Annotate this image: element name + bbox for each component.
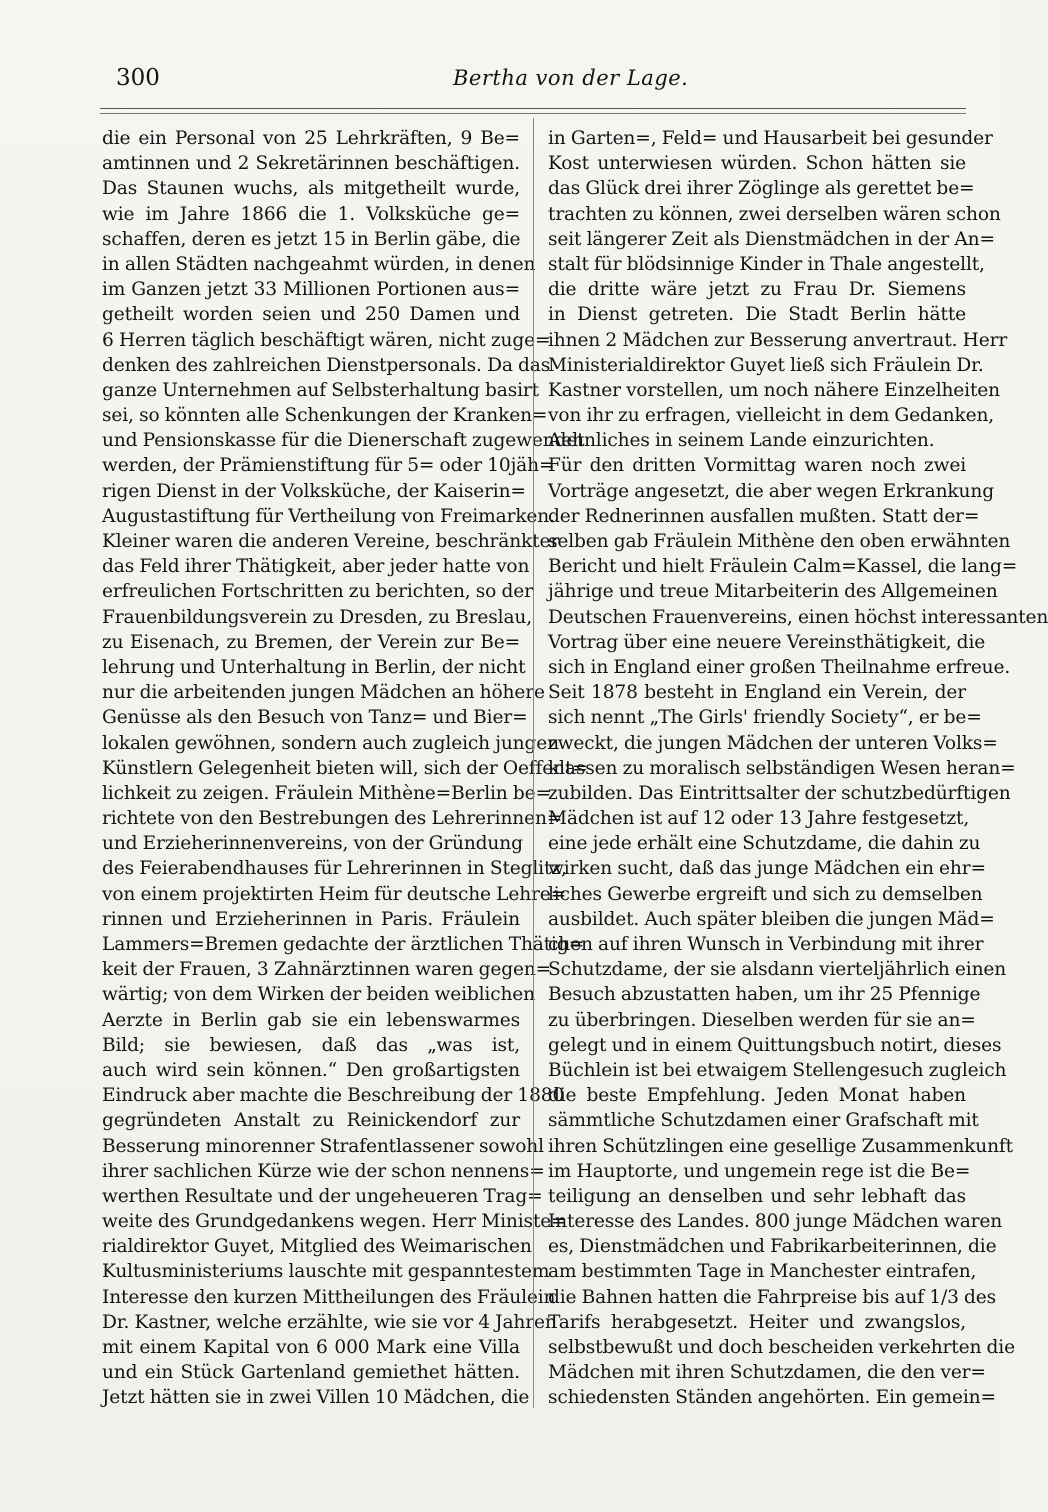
text-line: lichkeit zu zeigen. Fräulein Mithène=Berlin be=: [102, 782, 551, 804]
text-line: Vortrag über eine neuere Vereinsthätigkeit, die: [548, 631, 986, 653]
left-text-column: [102, 126, 588, 1411]
text-line: sämmtliche Schutzdamen einer Grafschaft mit: [548, 1110, 979, 1132]
text-line: ihren Schützlingen eine gesellige Zusammenkunft: [548, 1135, 1013, 1157]
text-line: schiedensten Ständen angehörten. Ein gemein=: [548, 1387, 996, 1409]
text-line: Frauenbildungsverein zu Dresden, zu Breslau,: [102, 606, 532, 628]
text-line: nur die arbeitenden jungen Mädchen an höhere: [102, 682, 545, 704]
text-line: richtete von den Bestrebungen des Lehrerinnen=: [102, 808, 563, 830]
text-line: die beste Empfehlung. Jeden Monat haben: [548, 1085, 966, 1107]
page-header: [116, 64, 963, 104]
text-line: Genüsse als den Besuch von Tanz= und Bier=: [102, 707, 528, 729]
text-line: eine jede erhält eine Schutzdame, die dahin zu: [548, 833, 981, 855]
text-line: Das Staunen wuchs, als mitgetheilt wurde,: [102, 178, 520, 200]
text-line: zu überbringen. Dieselben werden für sie an=: [548, 1009, 976, 1031]
text-line: jährige und treue Mitarbeiterin des Allgemeinen: [548, 581, 998, 603]
text-line: lokalen gewöhnen, sondern auch zugleich jungen: [102, 732, 559, 754]
text-line: Seit 1878 besteht in England ein Verein, der: [548, 682, 966, 704]
text-line: die dritte wäre jetzt zu Frau Dr. Siemens: [548, 279, 966, 301]
text-line: trachten zu können, zwei derselben wären schon: [548, 203, 1001, 225]
text-line: Besuch abzustatten haben, um ihr 25 Pfennige: [548, 984, 981, 1006]
text-line: schaffen, deren es jetzt 15 in Berlin gäbe, die: [102, 228, 521, 250]
text-line: im Ganzen jetzt 33 Millionen Portionen aus=: [102, 279, 520, 301]
text-line: ihrer sachlichen Kürze wie der schon nennens=: [102, 1160, 545, 1182]
text-line: Kastner vorstellen, um noch nähere Einzelheiten: [548, 379, 1000, 401]
text-line: seit längerer Zeit als Dienstmädchen in der An=: [548, 228, 995, 250]
text-line: des Feierabendhauses für Lehrerinnen in Steglitz,: [102, 858, 567, 880]
text-line: von ihr zu erfragen, vielleicht in dem Gedanken,: [548, 405, 995, 427]
text-line: gelegt und in einem Quittungsbuch notirt, dieses: [548, 1034, 1002, 1056]
text-line: in allen Städten nachgeahmt würden, in denen: [102, 253, 536, 275]
text-line: das Feld ihrer Thätigkeit, aber jeder hatte von: [102, 556, 530, 578]
text-line: Interesse des Landes. 800 junge Mädchen waren: [548, 1211, 1003, 1233]
text-line: Lammers=Bremen gedachte der ärztlichen Thätig=: [102, 934, 585, 955]
text-line: werthen Resultate und der ungeheueren Trag=: [102, 1185, 543, 1207]
running-title: Bertha von der Lage.: [453, 66, 689, 90]
text-line: Vorträge angesetzt, die aber wegen Erkrankung: [548, 480, 994, 502]
text-line: Ministerialdirektor Guyet ließ sich Fräulein Dr.: [548, 354, 984, 376]
text-line: rialdirektor Guyet, Mitglied des Weimarischen: [102, 1236, 532, 1258]
column-divider: [533, 118, 534, 1408]
text-line: und Erzieherinnenvereins, von der Gründung: [102, 833, 523, 855]
text-line: selbstbewußt und doch bescheiden verkehrten die: [548, 1337, 1015, 1358]
text-line: zweckt, die jungen Mädchen der unteren Volks=: [548, 732, 998, 754]
text-line: Dr. Kastner, welche erzählte, wie sie vor 4 Jahren: [102, 1311, 557, 1333]
text-line: in Garten=, Feld= und Hausarbeit bei gesunder: [548, 128, 993, 149]
text-line: von einem projektirten Heim für deutsche Lehre=: [102, 883, 567, 905]
text-line: lehrung und Unterhaltung in Berlin, der nicht: [102, 656, 526, 678]
text-line: Bild; sie bewiesen, daß das „was ist,: [102, 1034, 520, 1056]
text-line: es, Dienstmädchen und Fabrikarbeiterinnen, die: [548, 1236, 997, 1258]
text-line: Interesse den kurzen Mittheilungen des Fräulein: [102, 1286, 556, 1308]
text-line: ganze Unternehmen auf Selbsterhaltung basirt: [102, 379, 539, 401]
text-line: mit einem Kapital von 6 000 Mark eine Villa: [102, 1337, 520, 1358]
text-line: weite des Grundgedankens wegen. Herr Ministe=: [102, 1211, 567, 1233]
text-line: Augustastiftung für Vertheilung von Freimarken.: [102, 505, 555, 527]
header-rule: [100, 108, 966, 109]
text-line: zu Eisenach, zu Bremen, der Verein zur Be=: [102, 631, 520, 653]
text-line: ausbildet. Auch später bleiben die jungen Mäd=: [548, 908, 995, 930]
text-line: Bericht und hielt Fräulein Calm=Kassel, die lang=: [548, 556, 1018, 578]
text-line: Eindruck aber machte die Beschreibung der 1880: [102, 1085, 565, 1107]
text-line: und Pensionskasse für die Dienerschaft zugewendet: [102, 430, 585, 452]
text-line: Deutschen Frauenvereins, einen höchst interessanten: [548, 606, 1048, 628]
text-line: sei, so könnten alle Schenkungen der Kranken=: [102, 405, 548, 427]
text-line: sich nennt „The Girls' friendly Society“, er be=: [548, 707, 982, 729]
text-line: amtinnen und 2 Sekretärinnen beschäftigen.: [102, 153, 520, 175]
text-line: gegründeten Anstalt zu Reinickendorf zur: [102, 1110, 520, 1132]
text-line: die ein Personal von 25 Lehrkräften, 9 Be=: [102, 128, 520, 149]
text-line: am bestimmten Tage in Manchester eintrafen,: [548, 1261, 977, 1283]
text-line: werden, der Prämienstiftung für 5= oder 10jäh=: [102, 455, 555, 477]
text-line: selben gab Fräulein Mithène den oben erwähnten: [548, 531, 1011, 552]
text-line: und ein Stück Gartenland gemiethet hätten.: [102, 1362, 520, 1384]
text-line: das Glück drei ihrer Zöglinge als gerettet be=: [548, 178, 975, 200]
right-text-column: [548, 126, 1048, 1411]
text-line: getheilt worden seien und 250 Damen und: [102, 304, 520, 326]
text-line: 6 Herren täglich beschäftigt wären, nicht zuge=: [102, 329, 551, 351]
text-line: Mädchen ist auf 12 oder 13 Jahre festgesetzt,: [548, 808, 970, 830]
text-line: ihnen 2 Mädchen zur Besserung anvertraut. Herr: [548, 329, 1008, 351]
text-line: stalt für blödsinnige Kinder in Thale angestellt,: [548, 253, 985, 275]
text-line: im Hauptorte, und ungemein rege ist die Be=: [548, 1160, 971, 1182]
text-line: Aehnliches in seinem Lande einzurichten.: [548, 430, 935, 452]
text-line: wie im Jahre 1866 die 1. Volksküche ge=: [102, 203, 520, 225]
text-line: Tarifs herabgesetzt. Heiter und zwangslos,: [548, 1311, 966, 1333]
text-line: Büchlein ist bei etwaigem Stellengesuch zugleich: [548, 1059, 1007, 1081]
text-line: der Rednerinnen ausfallen mußten. Statt der=: [548, 505, 980, 527]
text-line: Kost unterwiesen würden. Schon hätten sie: [548, 153, 966, 175]
text-line: teiligung an denselben und sehr lebhaft das: [548, 1185, 966, 1207]
header-rule-secondary: [100, 113, 966, 114]
text-line: Mädchen mit ihren Schutzdamen, die den ver=: [548, 1362, 986, 1384]
text-line: Künstlern Gelegenheit bieten will, sich der Oeffent=: [102, 757, 588, 779]
text-line: sich in England einer großen Theilnahme erfreue.: [548, 656, 1011, 678]
text-line: in Dienst getreten. Die Stadt Berlin hätte: [548, 304, 966, 326]
text-line: chen auf ihren Wunsch in Verbindung mit ihrer: [548, 934, 984, 955]
text-line: auch wird sein können.“ Den großartigsten: [102, 1059, 520, 1081]
text-line: Für den dritten Vormittag waren noch zwei: [548, 455, 966, 477]
text-line: klassen zu moralisch selbständigen Wesen heran=: [548, 757, 1016, 779]
text-line: Besserung minorenner Strafentlassener sowohl: [102, 1135, 544, 1157]
text-line: die Bahnen hatten die Fahrpreise bis auf 1/3 des: [548, 1286, 997, 1308]
page-number: 300: [116, 65, 160, 91]
text-line: Kultusministeriums lauschte mit gespanntestem: [102, 1261, 550, 1283]
text-line: liches Gewerbe ergreift und sich zu demselben: [548, 883, 983, 905]
text-line: Aerzte in Berlin gab sie ein lebenswarmes: [102, 1009, 520, 1031]
text-line: rinnen und Erzieherinnen in Paris. Fräulein: [102, 908, 520, 930]
text-line: denken des zahlreichen Dienstpersonals. Da das: [102, 354, 551, 376]
text-line: Schutzdame, der sie alsdann vierteljährlich einen: [548, 959, 1007, 981]
text-line: keit der Frauen, 3 Zahnärztinnen waren gegen=: [102, 959, 552, 981]
text-line: zubilden. Das Eintrittsalter der schutzbedürftigen: [548, 782, 1011, 804]
text-line: rigen Dienst in der Volksküche, der Kaiserin=: [102, 480, 526, 502]
text-line: Jetzt hätten sie in zwei Villen 10 Mädchen, die: [102, 1387, 530, 1409]
text-line: wärtig; von dem Wirken der beiden weiblichen: [102, 984, 535, 1006]
text-line: wirken sucht, daß das junge Mädchen ein ehr=: [548, 858, 986, 880]
text-line: Kleiner waren die anderen Vereine, beschränkter: [102, 531, 560, 552]
text-line: erfreulichen Fortschritten zu berichten, so der: [102, 581, 533, 603]
